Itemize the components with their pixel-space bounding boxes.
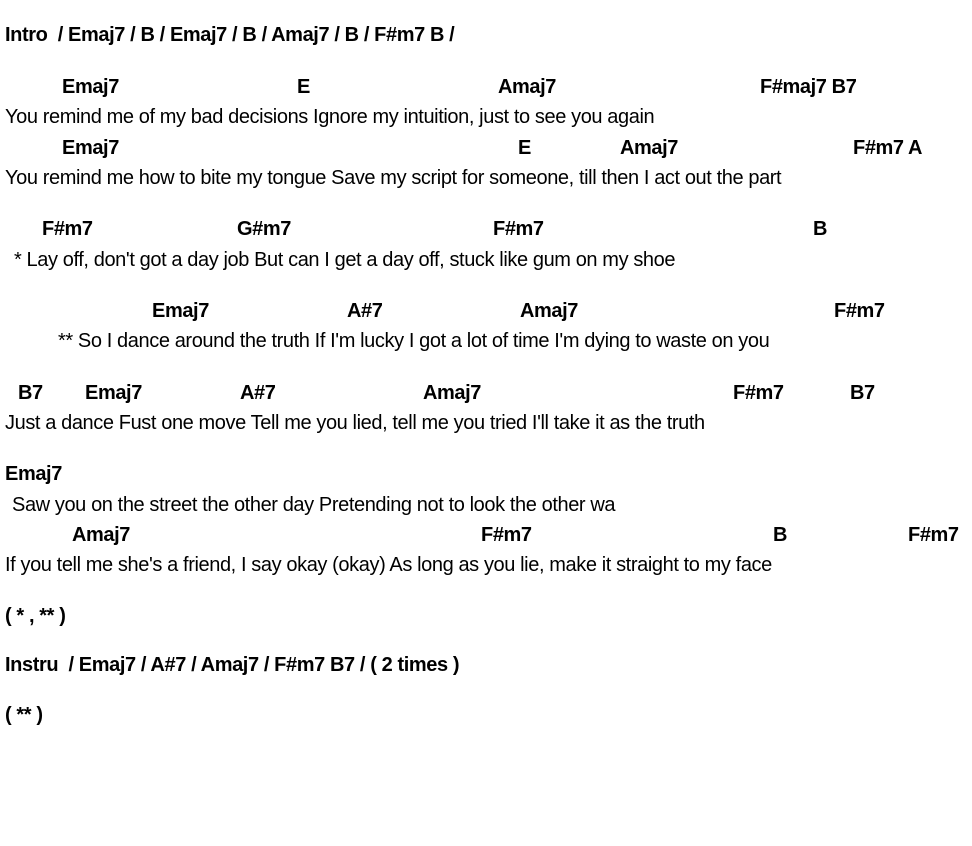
chord-label: E bbox=[297, 76, 310, 98]
chord-label: Emaj7 bbox=[5, 463, 62, 485]
chord-label: F#m7 bbox=[493, 218, 544, 240]
chord-label: Emaj7 bbox=[85, 382, 142, 404]
chord-label: A#7 bbox=[347, 300, 383, 322]
chord-label: F#m7 bbox=[481, 524, 532, 546]
lyric-line: Just a dance Fust one move Tell me you lied, tell me you tried I'll take it as the truth bbox=[5, 412, 705, 434]
chord-label: Amaj7 bbox=[498, 76, 557, 98]
repeat-marker: ( * , ** ) bbox=[5, 605, 66, 627]
chord-label: Amaj7 bbox=[423, 382, 482, 404]
lyric-line: You remind me how to bite my tongue Save my script for someone, till then I act out the part bbox=[5, 167, 782, 189]
chord-label: Emaj7 bbox=[62, 137, 119, 159]
chord-label: A#7 bbox=[240, 382, 276, 404]
chord-label: B bbox=[813, 218, 828, 240]
chord-label: G#m7 bbox=[237, 218, 291, 240]
chord-label: Emaj7 bbox=[62, 76, 119, 98]
lyric-line: You remind me of my bad decisions Ignore my intuition, just to see you again bbox=[5, 106, 655, 128]
chord-label: Emaj7 bbox=[152, 300, 209, 322]
lyric-line: If you tell me she's a friend, I say okay (okay) As long as you lie, make it straight to my face bbox=[5, 554, 772, 576]
chord-label: Amaj7 bbox=[620, 137, 679, 159]
lyric-line: ** So I dance around the truth If I'm lucky I got a lot of time I'm dying to waste on you bbox=[58, 330, 770, 352]
instrumental-line: Instru / Emaj7 / A#7 / Amaj7 / F#m7 B7 / ( 2 times ) bbox=[5, 654, 460, 676]
chord-label: B7 bbox=[850, 382, 875, 404]
chord-label: F#m7 A bbox=[853, 137, 923, 159]
intro-line: Intro / Emaj7 / B / Emaj7 / B / Amaj7 / B / F#m7 B / bbox=[5, 24, 455, 46]
chord-label: F#maj7 B7 bbox=[760, 76, 857, 98]
chord-label: F#m7 bbox=[733, 382, 784, 404]
lyric-line: * Lay off, don't got a day job But can I get a day off, stuck like gum on my shoe bbox=[14, 249, 676, 271]
chord-label: Amaj7 bbox=[520, 300, 579, 322]
chord-label: F#m7 bbox=[834, 300, 885, 322]
repeat-marker: ( ** ) bbox=[5, 704, 43, 726]
chord-label: B7 bbox=[18, 382, 43, 404]
chord-label: B bbox=[773, 524, 788, 546]
chord-label: Amaj7 bbox=[72, 524, 131, 546]
lyric-line: Saw you on the street the other day Pretending not to look the other wa bbox=[12, 494, 616, 516]
chord-label: F#m7 bbox=[42, 218, 93, 240]
chord-label: E bbox=[518, 137, 531, 159]
chord-label: F#m7 bbox=[908, 524, 959, 546]
